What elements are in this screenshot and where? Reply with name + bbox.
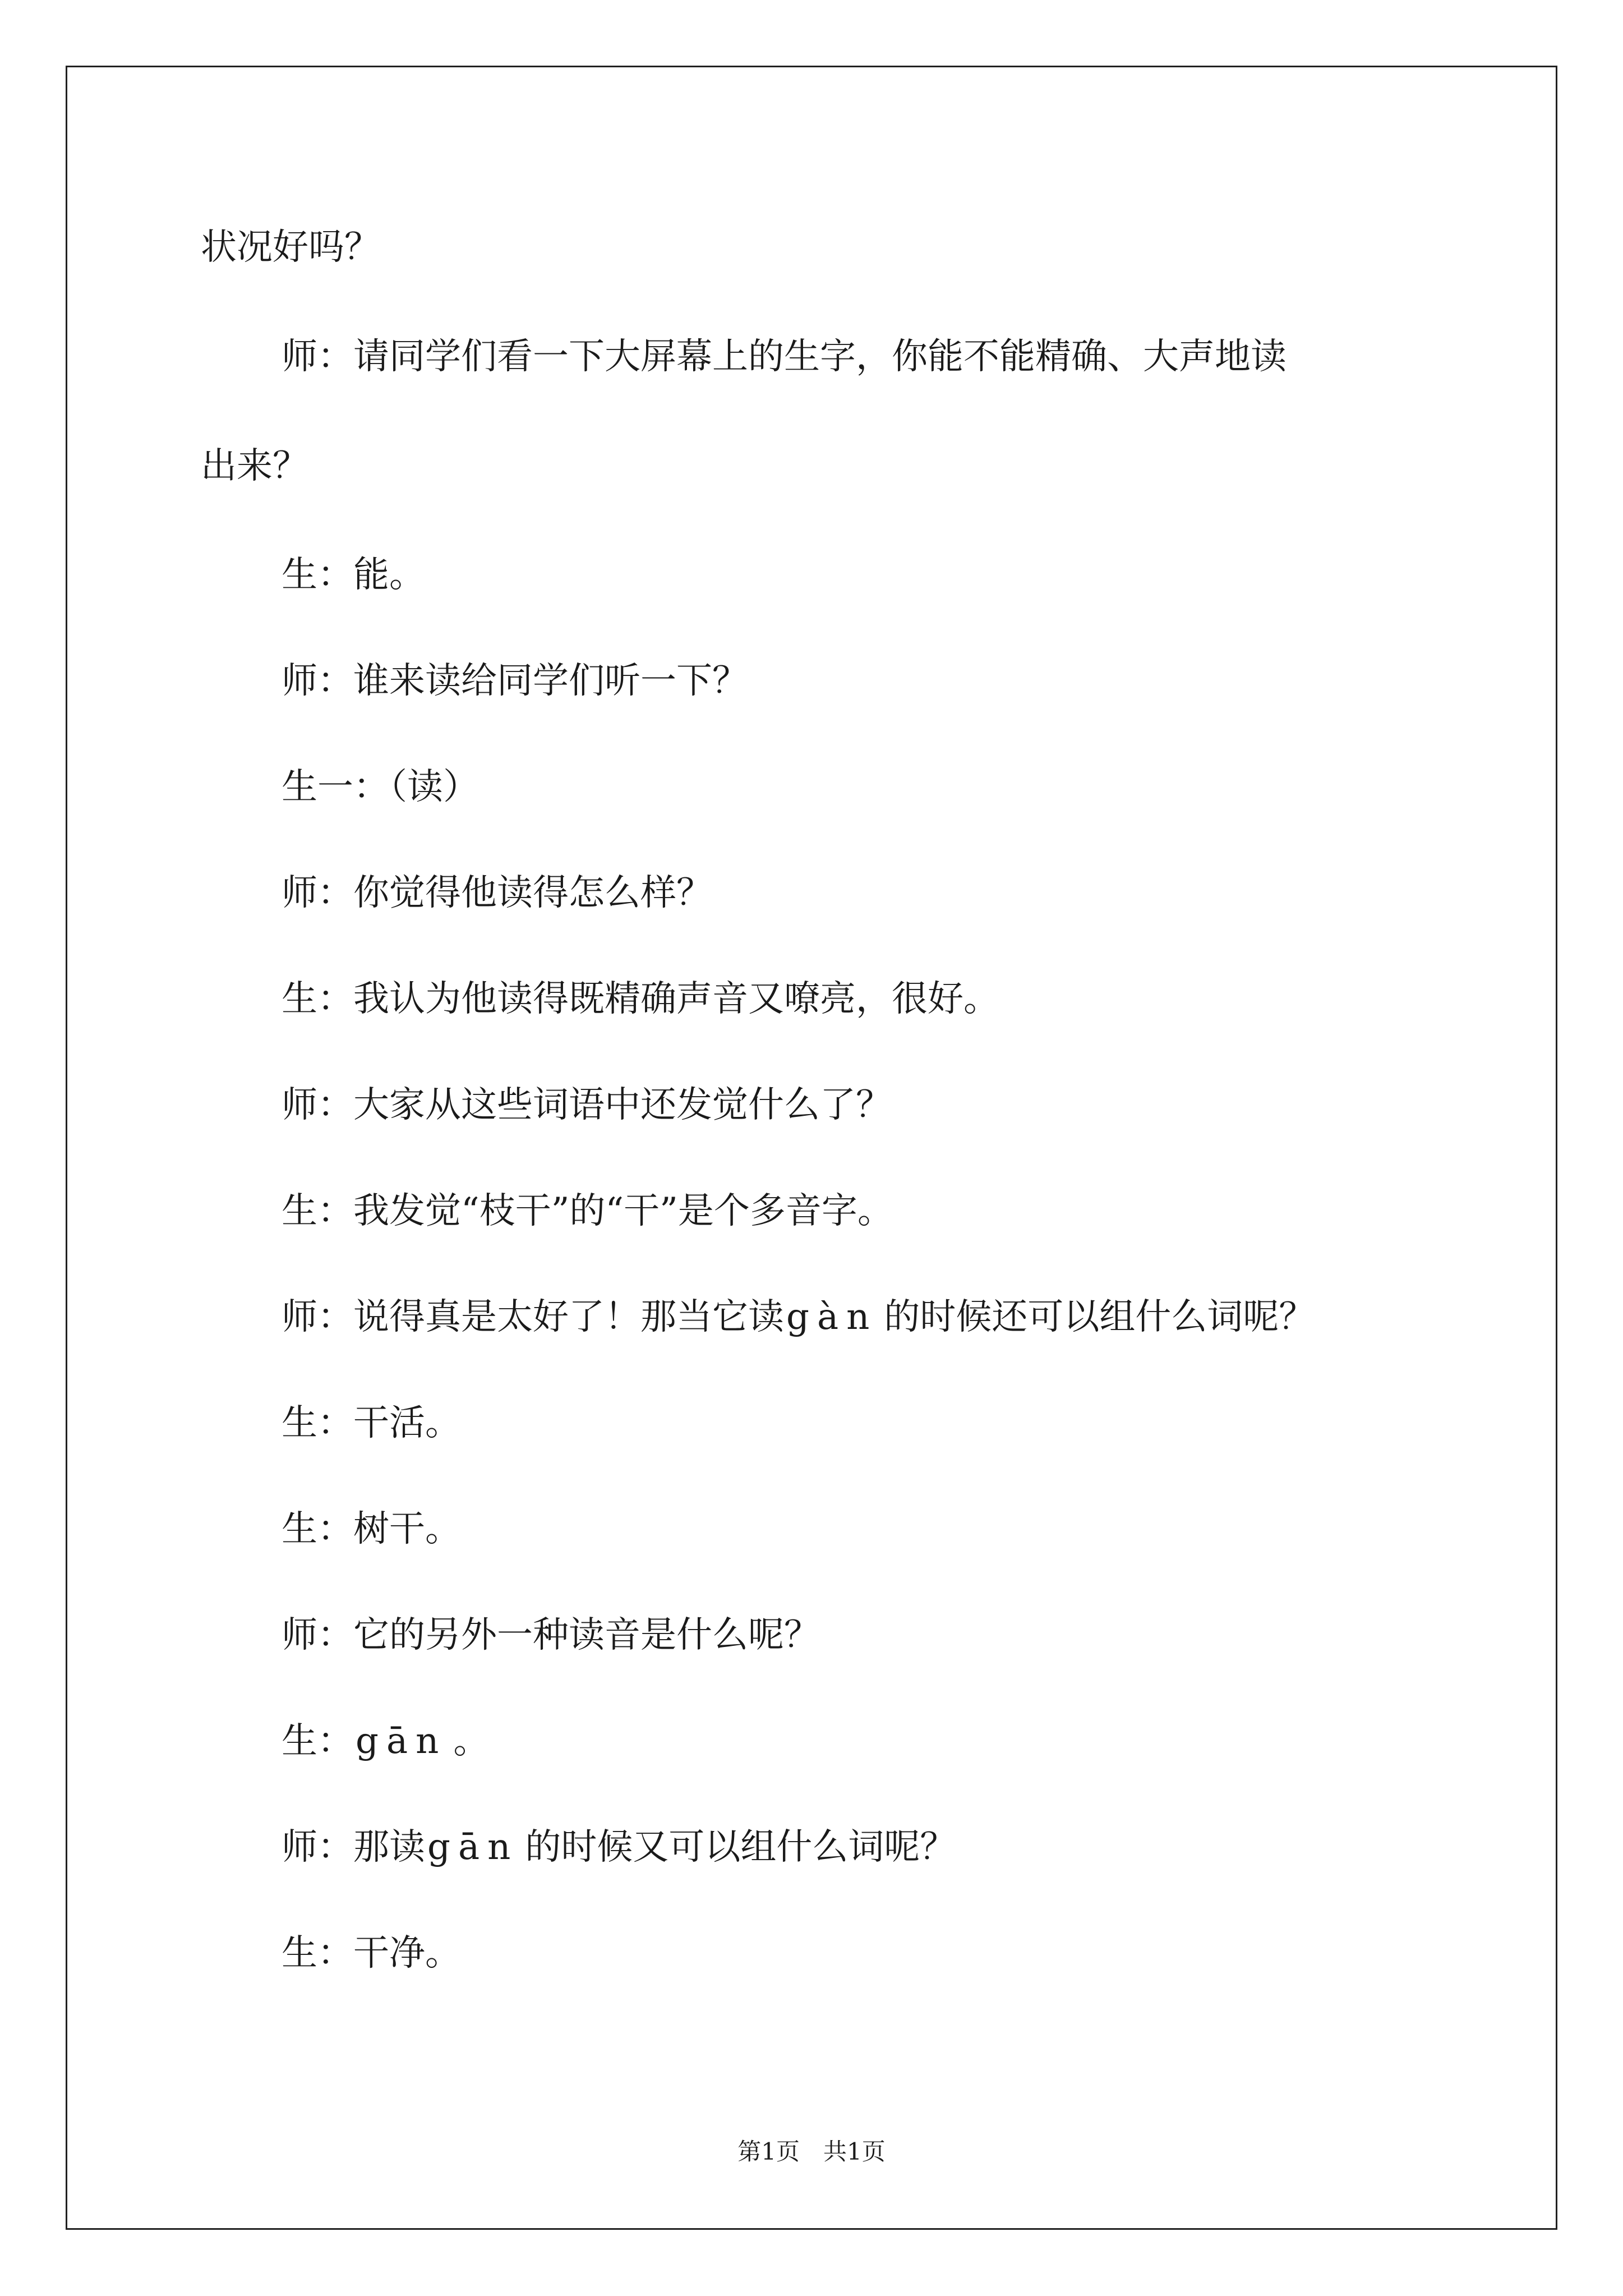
text-segment: 师：那读 [282, 1826, 425, 1868]
text-line: 师：请同学们看一下大屏幕上的生字，你能不能精确、大声地读 [282, 336, 1287, 378]
text-line: 师：它的另外一种读音是什么呢？ [282, 1614, 820, 1656]
page-border [66, 66, 1557, 2230]
text-segment: 的时候又可以组什么词呢？ [525, 1826, 956, 1868]
pinyin-text: gān [356, 1720, 447, 1762]
text-segment: 师：说得真是太好了！那当它读 [282, 1296, 784, 1338]
text-line: 状况好吗？ [201, 227, 380, 268]
text-line: 生：树干。 [282, 1508, 461, 1550]
text-line: 师：谁来读给同学们听一下？ [282, 660, 748, 702]
text-segment: 生： [282, 1720, 353, 1762]
text-line: 生：我发觉“枝干”的“干”是个多音字。 [282, 1190, 893, 1232]
text-line [282, 1290, 1315, 1344]
text-line: 生：我认为他读得既精确声音又嘹亮，很好。 [282, 978, 999, 1020]
text-line: 生：能。 [282, 554, 425, 596]
text-segment: 的时候还可以组什么词呢？ [884, 1296, 1315, 1338]
text-line: 出来？ [201, 445, 308, 487]
text-line: 师：大家从这些词语中还发觉什么了？ [282, 1084, 892, 1126]
text-line [282, 1820, 956, 1874]
pinyin-text: gān [427, 1826, 519, 1868]
text-line: 生：干活。 [282, 1402, 461, 1444]
text-line: 生：干净。 [282, 1932, 461, 1974]
pinyin-text: gàn [786, 1296, 878, 1338]
text-line: 生一：（读） [282, 766, 479, 808]
text-line [282, 1714, 489, 1768]
text-segment: 。 [453, 1720, 490, 1762]
text-line: 师：你觉得他读得怎么样？ [282, 872, 712, 914]
page-footer: 第1页 共1页 [737, 2138, 886, 2165]
